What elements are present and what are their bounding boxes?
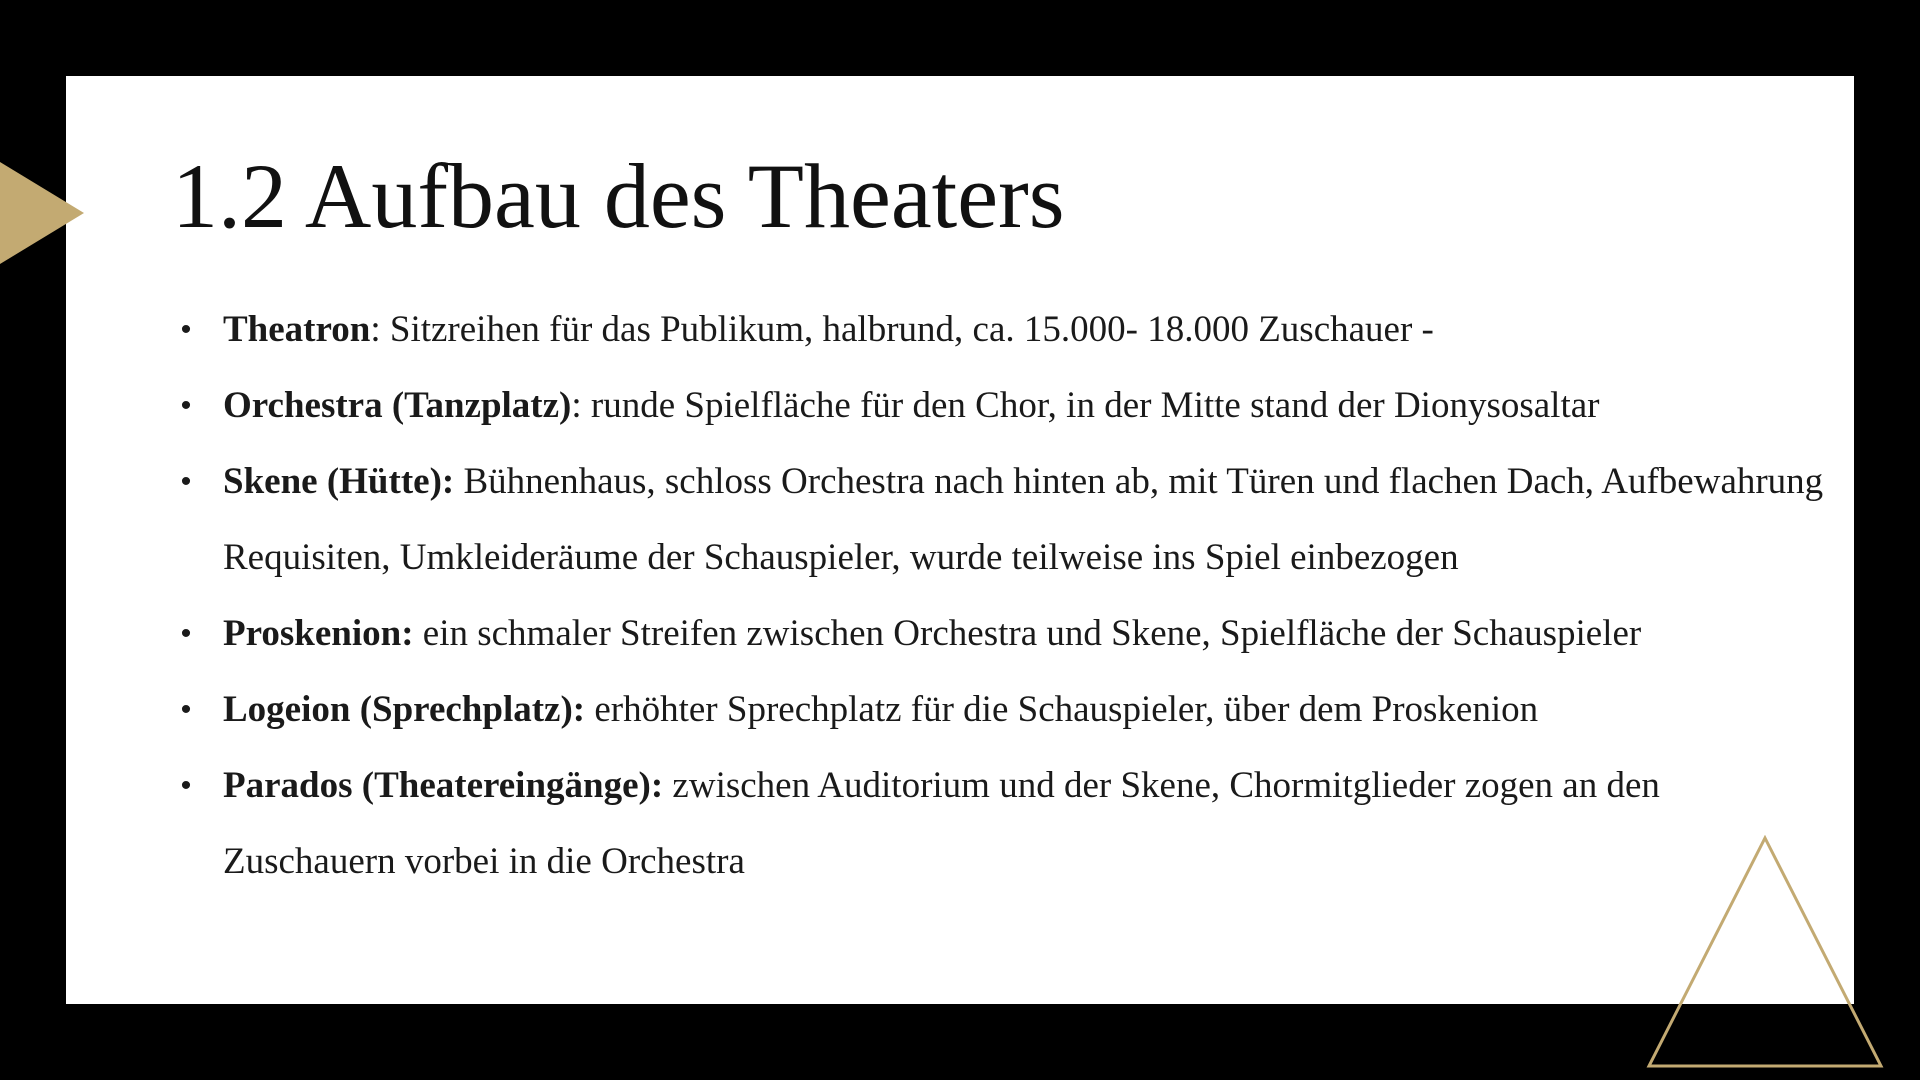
- list-item-proskenion: [176, 596, 1826, 672]
- bullet-icon: •: [180, 465, 192, 498]
- bullet-icon: •: [180, 693, 192, 726]
- bullet-icon: •: [180, 389, 192, 422]
- term-description: : Sitzreihen für das Publikum, halbrund, ca. 15.000- 18.000 Zuschauer -: [370, 309, 1434, 350]
- bullet-icon: •: [180, 313, 192, 346]
- term-label: Theatron: [223, 309, 371, 350]
- list-item-theatron: [176, 292, 1826, 368]
- term-label: Logeion (Sprechplatz):: [223, 689, 586, 730]
- term-description: : runde Spielfläche für den Chor, in der Mitte stand der Dionysosaltar: [571, 385, 1600, 426]
- term-label: Orchestra (Tanzplatz): [223, 385, 572, 426]
- term-description: ein schmaler Streifen zwischen Orchestra und Skene, Spielfläche der Schauspieler: [413, 613, 1642, 654]
- list-item-orchestra: [176, 368, 1826, 444]
- list-item-parados: [176, 748, 1826, 900]
- term-description: Bühnenhaus, schloss Orchestra nach hinten ab, mit Türen und flachen Dach, Aufbewahrung Requisiten, Umkleideräume der Schauspieler, wurde teilweise ins Spiel einbezogen: [223, 461, 1824, 578]
- term-description: zwischen Auditorium und der Skene, Chormitglieder zogen an den Zuschauern vorbei in die Orchestra: [223, 765, 1660, 882]
- term-label: Proskenion:: [223, 613, 414, 654]
- bullet-icon: •: [180, 769, 192, 802]
- list-item-logeion: [176, 672, 1826, 748]
- term-label: Parados (Theatereingänge):: [223, 765, 664, 806]
- bullet-list: [176, 292, 1826, 900]
- triangle-right-icon: [0, 162, 84, 264]
- list-item-skene: [176, 444, 1826, 596]
- triangle-outline-icon: [1645, 835, 1885, 1070]
- term-description: erhöhter Sprechplatz für die Schauspieler, über dem Proskenion: [585, 689, 1539, 730]
- term-label: Skene (Hütte):: [223, 461, 455, 502]
- slide-title: 1.2 Aufbau des Theaters: [172, 145, 1065, 247]
- bullet-icon: •: [180, 617, 192, 650]
